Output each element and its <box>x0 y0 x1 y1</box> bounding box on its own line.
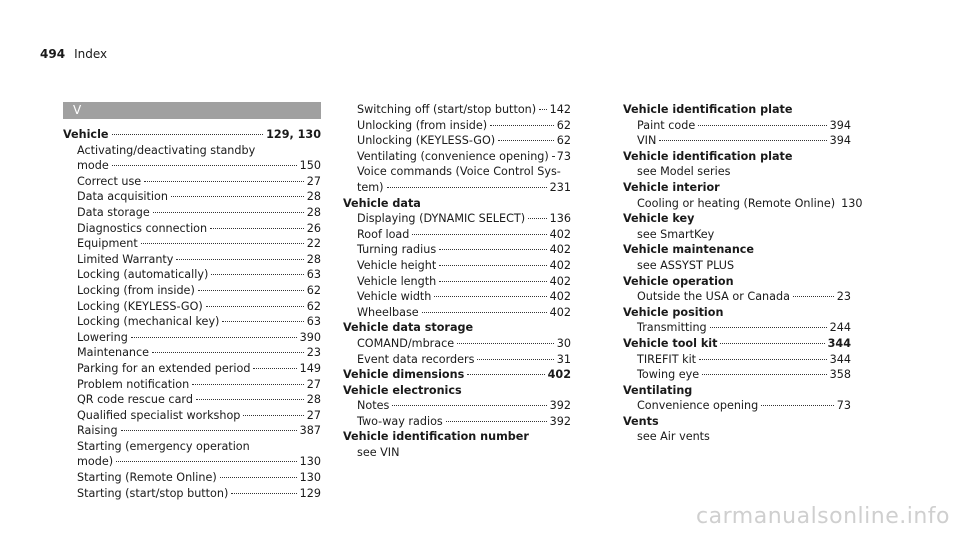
entry-text: QR code rescue card <box>77 393 193 407</box>
index-entry <box>343 398 571 414</box>
index-entry <box>623 274 851 290</box>
index-entry <box>623 414 851 430</box>
dot-leader <box>702 374 826 375</box>
entry-page-ref[interactable]: 27 <box>306 377 321 391</box>
entry-text: Vehicle position <box>623 305 724 319</box>
entry-text: Vehicle identification plate <box>623 103 793 116</box>
entry-page-ref[interactable]: 129, 130 <box>266 128 321 141</box>
index-entry <box>623 133 851 149</box>
entry-text: Qualified specialist workshop <box>77 408 241 422</box>
entry-page-ref[interactable]: 390 <box>299 330 321 344</box>
entry-page-ref[interactable]: 130 <box>299 471 321 485</box>
dot-leader <box>490 125 554 126</box>
entry-text: see VIN <box>357 446 400 460</box>
entry-page-ref[interactable]: 63 <box>306 268 321 282</box>
entry-page-ref[interactable]: 62 <box>556 118 571 132</box>
dot-leader <box>171 196 304 197</box>
entry-page-ref[interactable]: 22 <box>306 237 321 251</box>
dot-leader <box>392 405 546 406</box>
index-entry <box>343 258 571 274</box>
entry-text: Wheelbase <box>357 305 419 319</box>
dot-leader <box>528 218 547 219</box>
entry-page-ref[interactable]: 387 <box>299 424 321 438</box>
index-entry <box>63 486 321 502</box>
entry-page-ref[interactable]: 402 <box>549 227 571 241</box>
entry-text: Switching off (start/stop button) <box>357 103 537 116</box>
entry-text: Raising <box>77 424 118 438</box>
index-entry <box>343 242 571 258</box>
entry-text: Starting (emergency operation <box>77 439 250 453</box>
dot-leader <box>253 368 296 369</box>
entry-page-ref[interactable]: 402 <box>549 274 571 288</box>
entry-page-ref[interactable]: 73 <box>836 399 851 413</box>
dot-leader <box>176 259 303 260</box>
entry-text: Paint code <box>637 118 696 132</box>
index-entry <box>63 267 321 283</box>
entry-text: Vehicle <box>63 128 109 141</box>
entry-page-ref[interactable]: 28 <box>306 190 321 204</box>
index-entry <box>623 227 851 243</box>
entry-text: Diagnostics connection <box>77 221 208 235</box>
entry-page-ref[interactable]: 23 <box>836 290 851 304</box>
index-entry <box>343 305 571 321</box>
dot-leader <box>434 296 546 297</box>
index-entry <box>343 320 571 336</box>
index-entry <box>63 439 321 455</box>
index-column-2 <box>343 102 571 461</box>
index-entry <box>63 345 321 361</box>
entry-page-ref[interactable]: 28 <box>306 205 321 219</box>
entry-text: Problem notification <box>77 377 190 391</box>
entry-text: Locking (automatically) <box>77 268 209 282</box>
index-entry <box>63 361 321 377</box>
entry-text: Activating/deactivating standby <box>77 143 256 157</box>
entry-text: Vehicle operation <box>623 274 734 288</box>
entry-text: Parking for an extended period <box>77 361 251 375</box>
dot-leader <box>539 109 547 110</box>
entry-text: Vehicle key <box>623 212 695 226</box>
dot-leader <box>153 212 304 213</box>
entry-page-ref[interactable]: 402 <box>549 290 571 304</box>
entry-page-ref[interactable]: 392 <box>549 414 571 428</box>
index-entry <box>63 408 321 424</box>
entry-text: Starting (Remote Online) <box>77 471 217 485</box>
index-entry <box>343 383 571 399</box>
index-entry <box>63 392 321 408</box>
index-entry <box>63 252 321 268</box>
entry-text: see Air vents <box>637 430 710 444</box>
index-entry <box>343 227 571 243</box>
index-entry <box>623 102 851 118</box>
entry-text: Vehicle interior <box>623 180 720 194</box>
entry-page-ref[interactable]: 358 <box>829 368 851 382</box>
entry-text: Limited Warranty <box>77 252 174 266</box>
index-entry <box>343 274 571 290</box>
entry-page-ref[interactable]: 129 <box>299 486 321 500</box>
entry-text: Locking (from inside) <box>77 283 195 297</box>
entry-page-ref[interactable]: 394 <box>829 134 851 148</box>
dot-leader <box>243 415 303 416</box>
dot-leader <box>222 321 303 322</box>
entry-page-ref[interactable]: 27 <box>306 174 321 188</box>
entry-text: Vehicle identification plate <box>623 149 793 163</box>
section-title: Index <box>74 47 108 61</box>
entry-text: Lowering <box>77 330 128 344</box>
dot-leader <box>192 384 304 385</box>
index-entry <box>623 367 851 383</box>
entry-page-ref[interactable]: 27 <box>306 408 321 422</box>
index-entry <box>623 289 851 305</box>
entry-text: VIN <box>637 134 657 148</box>
index-entry <box>623 242 851 258</box>
index-entry <box>63 454 321 470</box>
entry-text: see ASSYST PLUS <box>637 258 735 272</box>
index-entry <box>63 377 321 393</box>
entry-text: Turning radius <box>357 243 437 257</box>
entry-text: Transmitting <box>637 321 707 335</box>
entry-page-ref[interactable]: 394 <box>829 118 851 132</box>
index-entry <box>623 305 851 321</box>
dot-leader <box>121 430 297 431</box>
index-entry <box>63 423 321 439</box>
index-entry <box>343 180 571 196</box>
index-entry <box>63 236 321 252</box>
entry-text: Vehicle data <box>343 196 421 210</box>
dot-leader <box>439 265 546 266</box>
entry-text: Vehicle data storage <box>343 321 474 335</box>
index-entry <box>63 283 321 299</box>
entry-page-ref[interactable]: 31 <box>556 352 571 366</box>
entry-page-ref[interactable]: 231 <box>549 180 571 194</box>
dot-leader <box>439 249 546 250</box>
entry-page-ref[interactable]: 30 <box>556 336 571 350</box>
entry-page-ref[interactable]: 392 <box>549 399 571 413</box>
entry-text: Roof load <box>357 227 410 241</box>
index-entry <box>343 352 571 368</box>
dot-leader <box>477 359 553 360</box>
entry-text: see Model series <box>637 165 731 179</box>
entry-text: Vehicle height <box>357 258 437 272</box>
index-entry <box>63 470 321 486</box>
index-entry <box>63 174 321 190</box>
dot-leader <box>220 477 297 478</box>
entry-page-ref[interactable]: 402 <box>547 368 571 382</box>
entry-text: Vehicle length <box>357 274 437 288</box>
index-entry <box>623 398 851 414</box>
dot-leader <box>761 405 834 406</box>
page-header <box>40 47 107 61</box>
entry-text: Cooling or heating (Remote Online) <box>637 196 836 210</box>
index-entry <box>343 164 571 180</box>
entry-page-ref[interactable]: 402 <box>549 305 571 319</box>
index-entry <box>343 133 571 149</box>
entry-text: Data storage <box>77 205 150 219</box>
dot-leader <box>439 281 546 282</box>
index-entry <box>623 164 851 180</box>
index-entry <box>623 149 851 165</box>
entry-text: Convenience opening <box>637 399 759 413</box>
entry-text: tem) <box>357 180 384 194</box>
index-entry <box>623 196 863 212</box>
dot-leader <box>698 125 826 126</box>
entry-page-ref[interactable]: 62 <box>306 299 321 313</box>
index-entry <box>343 289 571 305</box>
index-entry <box>623 429 851 445</box>
index-entry <box>343 196 571 212</box>
entry-page-ref[interactable]: 28 <box>306 252 321 266</box>
dot-leader <box>198 290 304 291</box>
entry-text: Vehicle dimensions <box>343 368 465 382</box>
entry-text: Equipment <box>77 237 138 251</box>
dot-leader <box>710 327 827 328</box>
index-entry <box>343 367 571 383</box>
index-entry <box>63 314 321 330</box>
entry-text: Towing eye <box>637 368 700 382</box>
dot-leader <box>412 234 546 235</box>
entry-page-ref[interactable]: 344 <box>829 352 851 366</box>
entry-page-ref[interactable]: 402 <box>549 258 571 272</box>
index-entry <box>63 221 321 237</box>
entry-page-ref[interactable]: 62 <box>306 283 321 297</box>
entry-text: Maintenance <box>77 346 150 360</box>
index-entry <box>343 211 571 227</box>
index-column-1 <box>63 105 321 501</box>
dot-leader <box>387 187 547 188</box>
dot-leader <box>659 140 826 141</box>
entry-text: Two-way radios <box>357 414 443 428</box>
entry-text: Ventilating (convenience opening) <box>357 149 549 163</box>
index-entry <box>343 429 571 445</box>
dot-leader <box>552 156 554 157</box>
entry-text: Unlocking (from inside) <box>357 118 488 132</box>
page-number: 494 <box>40 47 66 61</box>
index-entry <box>343 149 571 165</box>
entry-page-ref[interactable]: 150 <box>299 159 321 173</box>
index-entry <box>623 180 851 196</box>
index-entry <box>623 320 851 336</box>
entry-text: mode) <box>77 455 114 469</box>
index-entry <box>343 102 571 118</box>
dot-leader <box>498 140 554 141</box>
entry-page-ref[interactable]: 344 <box>827 336 851 350</box>
index-entry <box>623 383 851 399</box>
entry-text: TIREFIT kit <box>637 352 697 366</box>
dot-leader <box>206 306 304 307</box>
index-entry <box>63 143 321 159</box>
entry-text: Locking (mechanical key) <box>77 315 220 329</box>
entry-text: Ventilating <box>623 383 693 397</box>
index-entry <box>63 299 321 315</box>
dot-leader <box>112 134 264 135</box>
entry-text: Vehicle electronics <box>343 383 462 397</box>
entry-text: Vehicle tool kit <box>623 336 718 350</box>
dot-leader <box>152 352 304 353</box>
entry-page-ref[interactable]: 63 <box>306 315 321 329</box>
entry-page-ref[interactable]: 402 <box>549 243 571 257</box>
dot-leader <box>196 399 304 400</box>
index-entry <box>343 118 571 134</box>
index-entry <box>623 211 851 227</box>
entry-text: Unlocking (KEYLESS-GO) <box>357 134 496 148</box>
index-entry <box>623 352 851 368</box>
entry-page-ref[interactable]: 244 <box>829 321 851 335</box>
entry-page-ref[interactable]: 136 <box>549 212 571 226</box>
index-entry <box>623 258 851 274</box>
entry-page-ref[interactable]: 73 <box>556 149 571 163</box>
entry-page-ref[interactable]: 28 <box>306 393 321 407</box>
dot-leader <box>446 421 547 422</box>
index-entry <box>343 414 571 430</box>
index-entry <box>623 118 851 134</box>
dot-leader <box>231 493 296 494</box>
index-entry <box>63 189 321 205</box>
dot-leader <box>211 274 303 275</box>
index-entry <box>63 158 321 174</box>
watermark: carmanualsonline.info <box>696 504 950 529</box>
entry-page-ref[interactable]: 26 <box>306 221 321 235</box>
dot-leader <box>210 228 304 229</box>
entry-text: Event data recorders <box>357 352 475 366</box>
index-entry <box>343 336 571 352</box>
entry-text: Vehicle maintenance <box>623 243 755 257</box>
index-column-3 <box>623 102 863 445</box>
entry-text: Correct use <box>77 174 142 188</box>
entry-text: Voice commands (Voice Control Sys- <box>357 165 561 179</box>
dot-leader <box>467 374 544 375</box>
entry-text: Outside the USA or Canada <box>637 290 790 304</box>
index-entry <box>63 330 321 346</box>
entry-text: Displaying (DYNAMIC SELECT) <box>357 212 526 226</box>
index-entry <box>63 127 321 143</box>
index-letter: V <box>73 103 82 117</box>
entry-text: Vehicle identification number <box>343 430 529 444</box>
index-entry <box>63 205 321 221</box>
dot-leader <box>112 165 297 166</box>
entry-page-ref[interactable]: 149 <box>299 361 321 375</box>
entry-page-ref[interactable]: 142 <box>549 103 571 116</box>
dot-leader <box>720 343 824 344</box>
entry-page-ref[interactable]: 130 <box>299 455 321 469</box>
dot-leader <box>144 181 304 182</box>
dot-leader <box>457 343 554 344</box>
entry-text: mode <box>77 159 109 173</box>
entry-text: Vehicle width <box>357 290 432 304</box>
entry-page-ref[interactable]: 23 <box>306 346 321 360</box>
index-entry <box>343 445 571 461</box>
dot-leader <box>116 461 297 462</box>
dot-leader <box>141 243 304 244</box>
dot-leader <box>793 296 834 297</box>
entry-text: Vents <box>623 414 659 428</box>
entry-text: Starting (start/stop button) <box>77 486 229 500</box>
entry-text: Data acquisition <box>77 190 168 204</box>
index-entry <box>623 336 851 352</box>
dot-leader <box>699 359 827 360</box>
entry-text: Notes <box>357 399 390 413</box>
entry-text: Locking (KEYLESS-GO) <box>77 299 203 313</box>
entry-page-ref[interactable]: 130 <box>841 196 863 210</box>
entry-page-ref[interactable]: 62 <box>556 134 571 148</box>
entry-text: COMAND/mbrace <box>357 336 455 350</box>
dot-leader <box>422 312 547 313</box>
dot-leader <box>131 337 297 338</box>
entry-text: see SmartKey <box>637 227 715 241</box>
